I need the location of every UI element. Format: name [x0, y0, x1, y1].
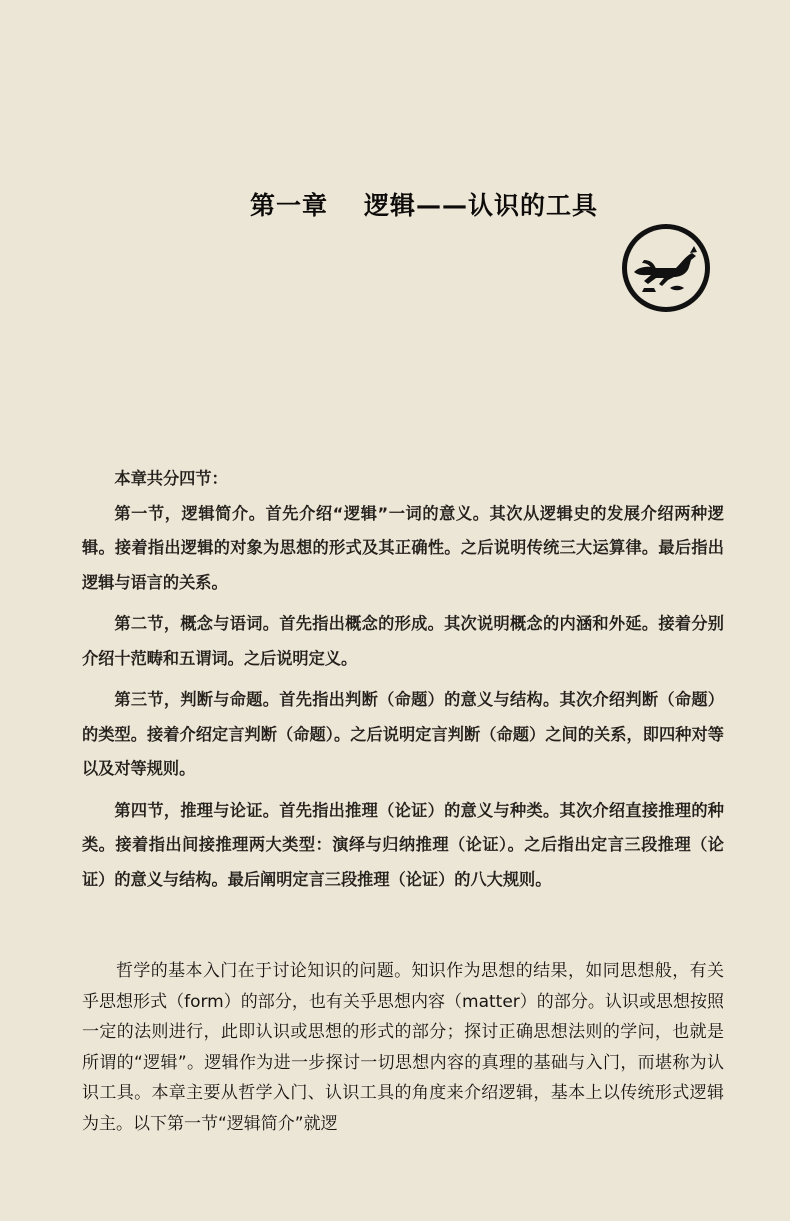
summary-intro: 本章共分四节： [114, 469, 228, 488]
summary-section-4: 第四节，推理与论证。首先指出推理（论证）的意义与种类。其次介绍直接推理的种类。接着指出间接推理两大类型：演绎与归纳推理（论证）。之后指出定言三段推理（论证）的意义与结构。最后阐明定言三段推理（论证）的八大规则。 [82, 800, 724, 889]
chapter-title-text: 逻辑——认识的工具 [364, 191, 599, 220]
galloping-horse-icon [620, 222, 712, 314]
summary-section-3: 第三节，判断与命题。首先指出判断（命题）的意义与结构。其次介绍判断（命题）的类型。接着介绍定言判断（命题）。之后说明定言判断（命题）之间的关系，即四种对等以及对等规则。 [82, 690, 724, 778]
chapter-heading [250, 186, 710, 222]
bleed-through [70, 70, 720, 84]
body-paragraph: 哲学的基本入门在于讨论知识的问题。知识作为思想的结果，如同思想般，有关乎思想形式（form）的部分，也有关乎思想内容（matter）的部分。认识或思想按照一定的法则进行，此即认识或思想的形式的部分；探讨正确思想法则的学问，也就是所谓的“逻辑”。逻辑作为进一步探讨一切思想内容的真理的基础与入门，而堪称为认识工具。本章主要从哲学入门、认识工具的角度来介绍逻辑，基本上以传统形式逻辑为主。以下第一节“逻辑简介”就逻 [82, 961, 724, 1134]
summary-section-2: 第二节，概念与语词。首先指出概念的形成。其次说明概念的内涵和外延。接着分别介绍十范畴和五谓词。之后说明定义。 [82, 614, 724, 668]
chapter-summary [82, 462, 724, 904]
body-text [82, 956, 724, 1140]
summary-section-1: 第一节，逻辑简介。首先介绍“逻辑”一词的意义。其次从逻辑史的发展介绍两种逻辑。接着指出逻辑的对象为思想的形式及其正确性。之后说明传统三大运算律。最后指出逻辑与语言的关系。 [82, 503, 724, 592]
chapter-number: 第一章 [250, 191, 329, 220]
